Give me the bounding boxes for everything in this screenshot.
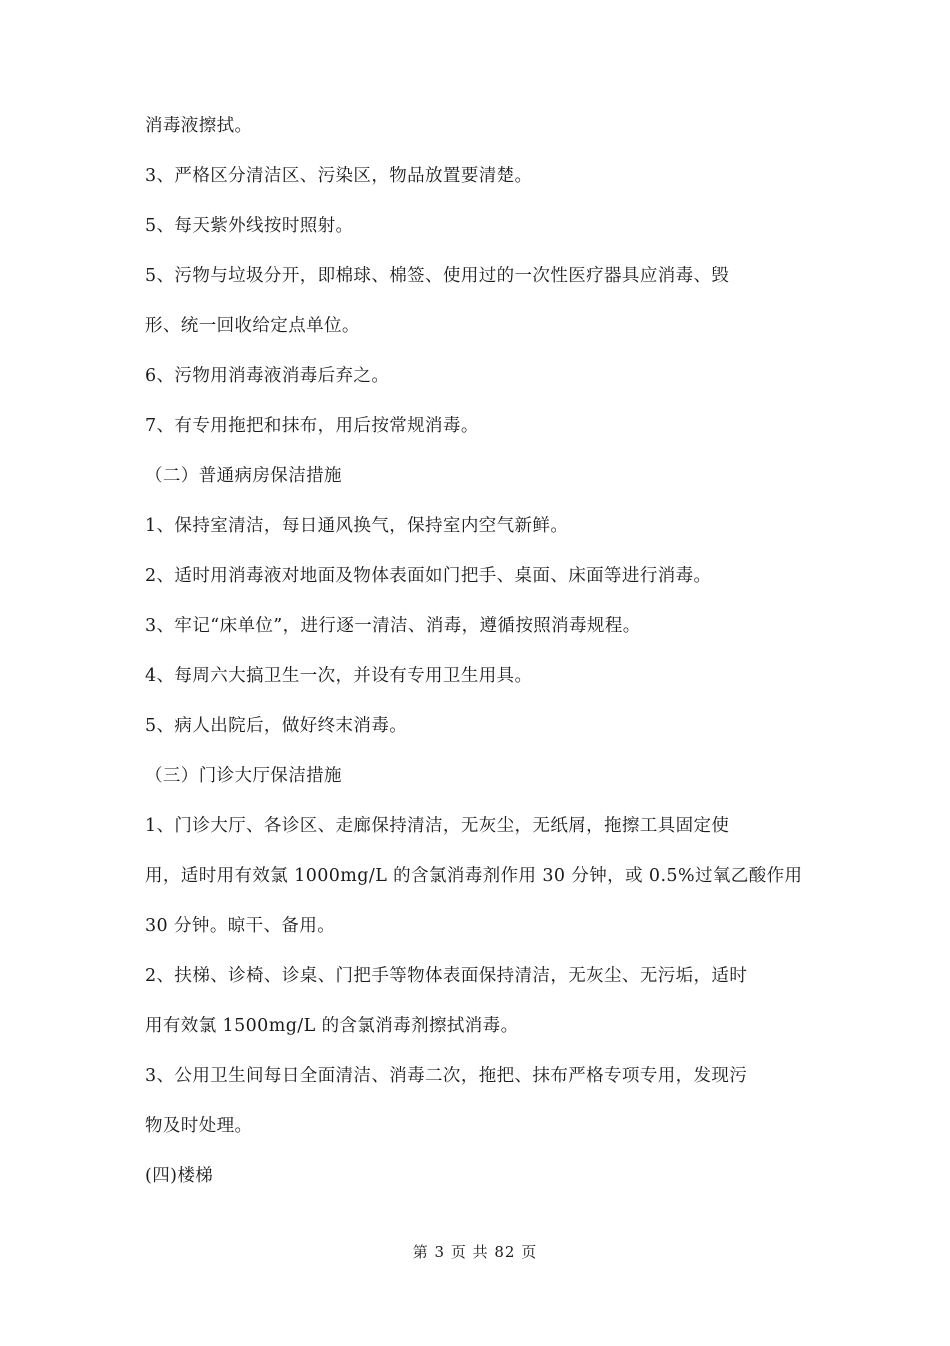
page-number-footer: 第 3 页 共 82 页: [412, 1243, 538, 1261]
body-line: 1、门诊大厅、各诊区、走廊保持清洁，无灰尘，无纸屑，拖擦工具固定使: [145, 816, 730, 836]
body-line: 物及时处理。: [145, 1116, 253, 1136]
body-line: 7、有专用拖把和抹布，用后按常规消毒。: [145, 416, 479, 436]
body-line: 5、病人出院后，做好终末消毒。: [145, 716, 408, 736]
body-line: 消毒液擦拭。: [145, 116, 253, 136]
body-line: 30 分钟。晾干、备用。: [145, 916, 336, 936]
body-line: 3、严格区分清洁区、污染区，物品放置要清楚。: [145, 166, 533, 186]
body-line: 1、保持室清洁，每日通风换气，保持室内空气新鲜。: [145, 516, 569, 536]
body-line: 4、每周六大搞卫生一次，并设有专用卫生用具。: [145, 666, 533, 686]
body-line: 5、每天紫外线按时照射。: [145, 216, 354, 236]
section-heading: (四)楼梯: [145, 1166, 214, 1186]
body-line: 3、牢记“床单位”，进行逐一清洁、消毒，遵循按照消毒规程。: [145, 616, 641, 636]
section-heading: （二）普通病房保洁措施: [145, 466, 342, 486]
section-heading: （三）门诊大厅保洁措施: [145, 766, 342, 786]
body-line: 2、扶梯、诊椅、诊桌、门把手等物体表面保持清洁，无灰尘、无污垢，适时: [145, 966, 748, 986]
body-line: 3、公用卫生间每日全面清洁、消毒二次，拖把、抹布严格专项专用，发现污: [145, 1066, 748, 1086]
body-line: 用，适时用有效氯 1000mg/L 的含氯消毒剂作用 30 分钟，或 0.5%过氧乙酸作用: [145, 866, 803, 886]
body-line: 形、统一回收给定点单位。: [145, 316, 360, 336]
body-line: 2、适时用消毒液对地面及物体表面如门把手、桌面、床面等进行消毒。: [145, 566, 712, 586]
body-line: 5、污物与垃圾分开，即棉球、棉签、使用过的一次性医疗器具应消毒、毁: [145, 266, 730, 286]
body-line: 6、污物用消毒液消毒后弃之。: [145, 366, 390, 386]
body-line: 用有效氯 1500mg/L 的含氯消毒剂擦拭消毒。: [145, 1016, 519, 1036]
